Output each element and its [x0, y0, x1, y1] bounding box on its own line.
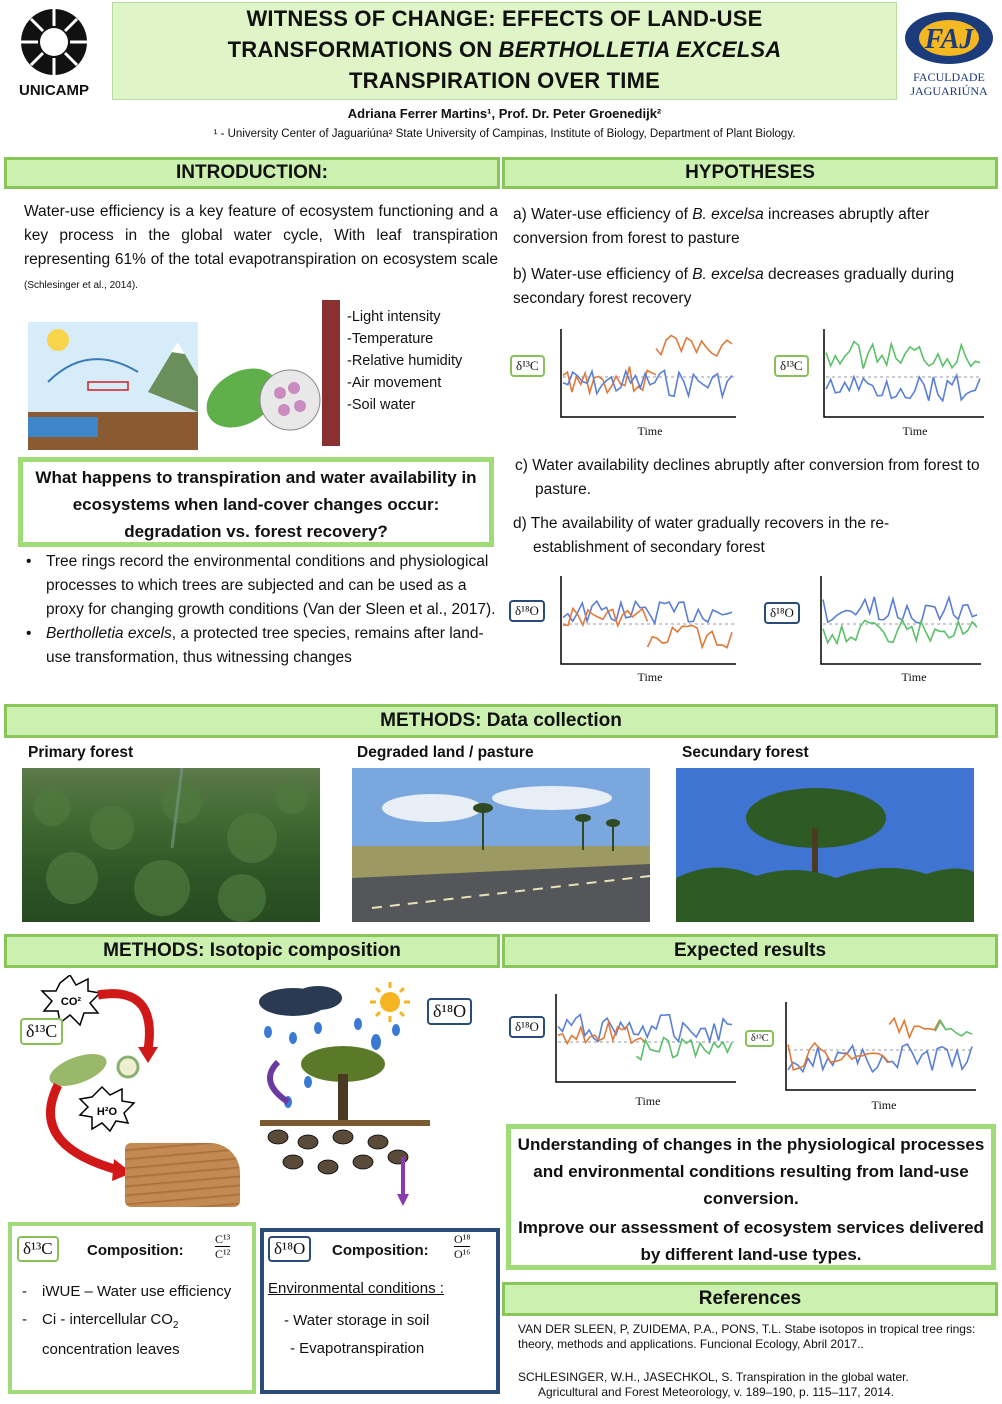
hypothesis-chart-d: [815, 572, 985, 672]
time-label: Time: [637, 670, 663, 684]
bullet-item: • Bertholletia excels, a protected tree species, remains after land-use transformation, thus witnessing changes: [20, 622, 500, 670]
bullet-item: • Tree rings record the environmental conditions and physiological processes to which trees are subjected and can be used as a proxy for changing growth conditions (Van der Sleen et al., 2017).: [20, 550, 500, 622]
factor-item: -Light intensity: [347, 309, 441, 325]
title-box: [112, 2, 897, 100]
photo-label-secondary: Secundary forest: [682, 744, 809, 761]
tree-ring-wood: [125, 1143, 240, 1207]
chart-series-line: [648, 626, 733, 648]
methods-data-heading: METHODS: Data collection: [4, 704, 998, 738]
hypothesis-c: c) Water availability declines abruptly after conversion from forest to pasture.: [515, 457, 980, 498]
chart-label-o18: δ¹⁸O: [764, 602, 800, 624]
introduction-heading: INTRODUCTION:: [4, 157, 500, 189]
research-question: What happens to transpiration and water availability in ecosystems when land-cover changes occur: degradation vs. forest recovery?: [18, 457, 494, 547]
methods-iso-heading: METHODS: Isotopic composition: [4, 934, 500, 968]
hypothesis-chart-b: [818, 325, 988, 425]
faj-logo: [900, 4, 998, 104]
carbon-ratio: $\frac{\text{C¹³}}{\text{C¹²}}$: [215, 1232, 231, 1261]
chart-series-line: [636, 1038, 732, 1060]
hypothesis-b: b) Water-use efficiency of B. excelsa decreases gradually during secondary forest recovery: [513, 266, 955, 307]
time-label: Time: [901, 670, 927, 684]
chart-series-line: [656, 336, 732, 356]
chart-label-o18: δ¹⁸O: [509, 600, 545, 622]
chart-label-c13: δ¹³C: [774, 355, 809, 377]
hypotheses-heading: HYPOTHESES: [502, 157, 998, 189]
conclusion-box: [506, 1124, 996, 1270]
factor-item: -Temperature: [347, 331, 434, 347]
intro-bullets: [20, 550, 500, 670]
water-cycle-illustration: [28, 322, 198, 450]
faj-label-2: JAGUARIÚNA: [910, 84, 988, 98]
chart-series-line: [788, 1044, 972, 1072]
chart-axes: [561, 329, 736, 417]
title-line-1: WITNESS OF CHANGE: EFFECTS OF LAND-USE: [246, 6, 763, 31]
svg-text:H²O: H²O: [96, 1106, 118, 1118]
conclusion-2: Improve our assessment of ecosystem services delivered by different land-use types.: [518, 1218, 984, 1264]
authors: Adriana Ferrer Martins¹, Prof. Dr. Peter Groenedijk²: [347, 106, 662, 121]
d13c-box-label: δ¹³C: [17, 1236, 59, 1262]
environmental-conditions-label: Environmental conditions :: [268, 1280, 444, 1297]
oxygen-composition-label: Composition:: [332, 1242, 429, 1259]
photo-primary-forest: [22, 768, 320, 922]
leaf-illustration: [202, 348, 322, 448]
factor-item: -Air movement: [347, 375, 442, 391]
conclusion-1: Understanding of changes in the physiological processes and environmental conditions resulting from land-use conversion.: [517, 1135, 985, 1208]
faj-mark-icon: [900, 4, 998, 68]
expected-label-o18: δ¹⁸O: [509, 1016, 545, 1038]
reference-2: SCHLESINGER, W.H., JASECHKOL, S. Transpiration in the global water. Agricultural and Forest Meteorology, v. 189–190, p. 115–117, 2014.: [518, 1370, 909, 1399]
faj-label-1: FACULDADE: [913, 70, 985, 84]
factor-item: -Soil water: [347, 397, 416, 413]
chart-series-line: [788, 1043, 889, 1070]
d18o-label: δ¹⁸O: [427, 998, 472, 1025]
chart-series-line: [563, 370, 732, 396]
affiliation: ¹ - University Center of Jaguariúna² State University of Campinas, Institute of Biology, Department of Plant Biology.: [213, 128, 796, 140]
photo-degraded-pasture: [352, 768, 650, 922]
carbon-items: [22, 1280, 248, 1362]
unicamp-label: UNICAMP: [19, 82, 89, 99]
carbon-item: - Ci - intercellular $CO_2$ concentration leaves: [22, 1311, 180, 1358]
factor-item: -Relative humidity: [347, 353, 463, 369]
reference-1: VAN DER SLEEN, P, ZUIDEMA, P.A., PONS, T.L. Stabe isotopos in tropical tree rings: theory, methods and applications. Funcional Ecology, Abril 2017..: [518, 1322, 976, 1351]
chart-label-c13: δ¹³C: [510, 355, 545, 377]
carbon-item: - iWUE – Water use efficiency: [22, 1283, 232, 1300]
svg-text:CO²: CO²: [60, 996, 82, 1008]
title-line-3: TRANSPIRATION OVER TIME: [349, 68, 660, 93]
chart-series-line: [823, 597, 977, 623]
unicamp-logo: [4, 4, 104, 104]
expected-chart-c13: [780, 998, 980, 1098]
chart-axes: [786, 1002, 976, 1090]
chart-series-line: [826, 342, 980, 369]
time-label: Time: [635, 1094, 661, 1108]
chart-series-line: [563, 367, 656, 393]
hypothesis-chart-a: [555, 325, 740, 425]
factors-bar: [322, 300, 340, 446]
hypothesis-d: d) The availability of water gradually recovers in the re-establishment of secondary forest: [513, 515, 890, 556]
photo-secondary-forest: [676, 768, 974, 922]
time-label: Time: [902, 424, 928, 438]
expected-results-heading: Expected results: [502, 934, 998, 968]
oxygen-item: - Evapotranspiration: [290, 1340, 425, 1357]
hypothesis-chart-c: [555, 572, 740, 672]
expected-chart-o18: [550, 990, 740, 1090]
title-line-2: TRANSFORMATIONS ON BERTHOLLETIA EXCELSA: [227, 37, 782, 62]
intro-paragraph: Water-use efficiency is a key feature of ecosystem functioning and a key process in the global water cycle, With leaf transpiration representing 61% of the total evapotranspiration on ecosystem scale (Schlesinger et al., 2014).: [24, 203, 498, 291]
expected-label-c13: δ¹³C: [745, 1030, 774, 1047]
d13c-label: δ¹³C: [20, 1018, 63, 1045]
time-label: Time: [871, 1098, 897, 1112]
sun-icon: [370, 982, 410, 1022]
svg-text:FAJ: FAJ: [924, 24, 974, 55]
photo-label-primary: Primary forest: [28, 744, 134, 761]
hypothesis-a: a) Water-use efficiency of B. excelsa increases abruptly after conversion from forest to pasture: [513, 206, 930, 247]
factors-list: [347, 306, 497, 416]
carbon-composition-label: Composition:: [87, 1242, 184, 1259]
oxygen-item: - Water storage in soil: [284, 1312, 430, 1329]
oxygen-ratio: $\frac{\text{O¹⁸}}{\text{O¹⁶}}$: [454, 1232, 471, 1261]
references-heading: References: [502, 1282, 998, 1316]
chart-axes: [824, 329, 984, 417]
photo-label-pasture: Degraded land / pasture: [357, 744, 534, 761]
chart-series-line: [826, 375, 980, 401]
d18o-box-label: δ¹⁸O: [268, 1236, 311, 1262]
chart-series-line: [823, 620, 977, 643]
time-label: Time: [637, 424, 663, 438]
